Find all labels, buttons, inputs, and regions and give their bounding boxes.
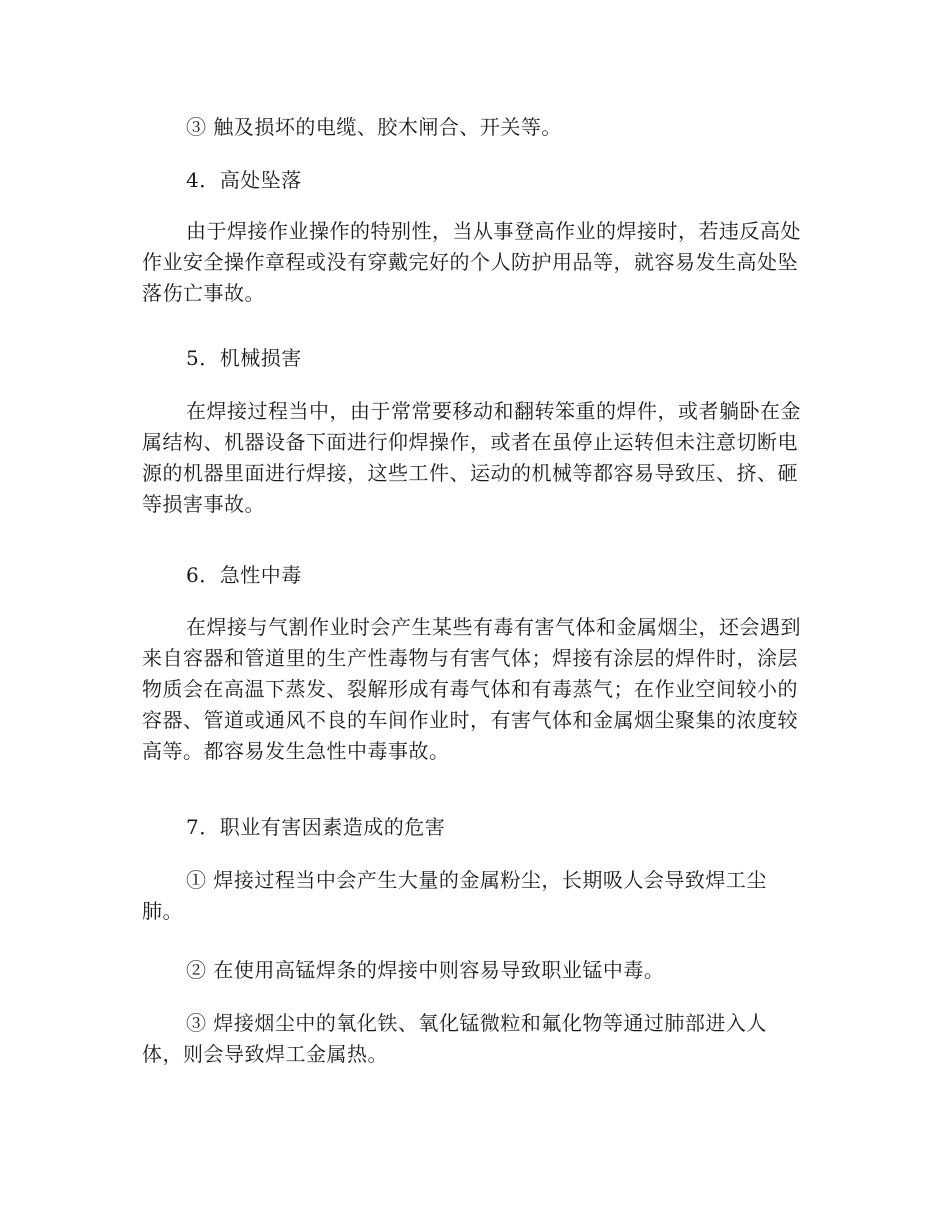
paragraph: 在焊接过程当中，由于常常要移动和翻转笨重的焊件，或者躺卧在金属结构、机器设备下面进行仰焊操作，或者在虽停止运转但未注意切断电源的机器里面进行焊接，这些工件、运动的机械等都容易导致压、挤、砸等损害事故。: [142, 399, 801, 516]
list-item: ③ 触及损坏的电缆、胶木闸合、开关等。: [186, 115, 562, 139]
paragraph: 由于焊接作业操作的特别性，当从事登高作业的焊接时，若违反高处作业安全操作章程或没有穿戴完好的个人防护用品等，就容易发生高处坠落伤亡事故。: [142, 219, 801, 305]
list-item: ③ 焊接烟尘中的氧化铁、氧化锰微粒和氟化物等通过肺部进入人体，则会导致焊工金属热。: [142, 1011, 767, 1066]
section-heading: 7．职业有害因素造成的危害: [186, 815, 446, 839]
section-heading: 5．机械损害: [186, 346, 302, 370]
list-item: ① 焊接过程当中会产生大量的金属粉尘，长期吸人会导致焊工尘肺。: [142, 868, 767, 923]
list-item: ② 在使用高锰焊条的焊接中则容易导致职业锰中毒。: [186, 958, 665, 982]
section-heading: 4．高处坠落: [186, 168, 302, 192]
section-heading: 6．急性中毒: [186, 563, 302, 587]
paragraph: 在焊接与气割作业时会产生某些有毒有害气体和金属烟尘，还会遇到来自容器和管道里的生产性毒物与有害气体；焊接有涂层的焊件时，涂层物质会在高温下蒸发、裂解形成有毒气体和有毒蒸气；在作业空间较小的容器、管道或通风不良的车间作业时，有害气体和金属烟尘聚集的浓度较高等。都容易发生急性中毒事故。: [142, 615, 801, 763]
